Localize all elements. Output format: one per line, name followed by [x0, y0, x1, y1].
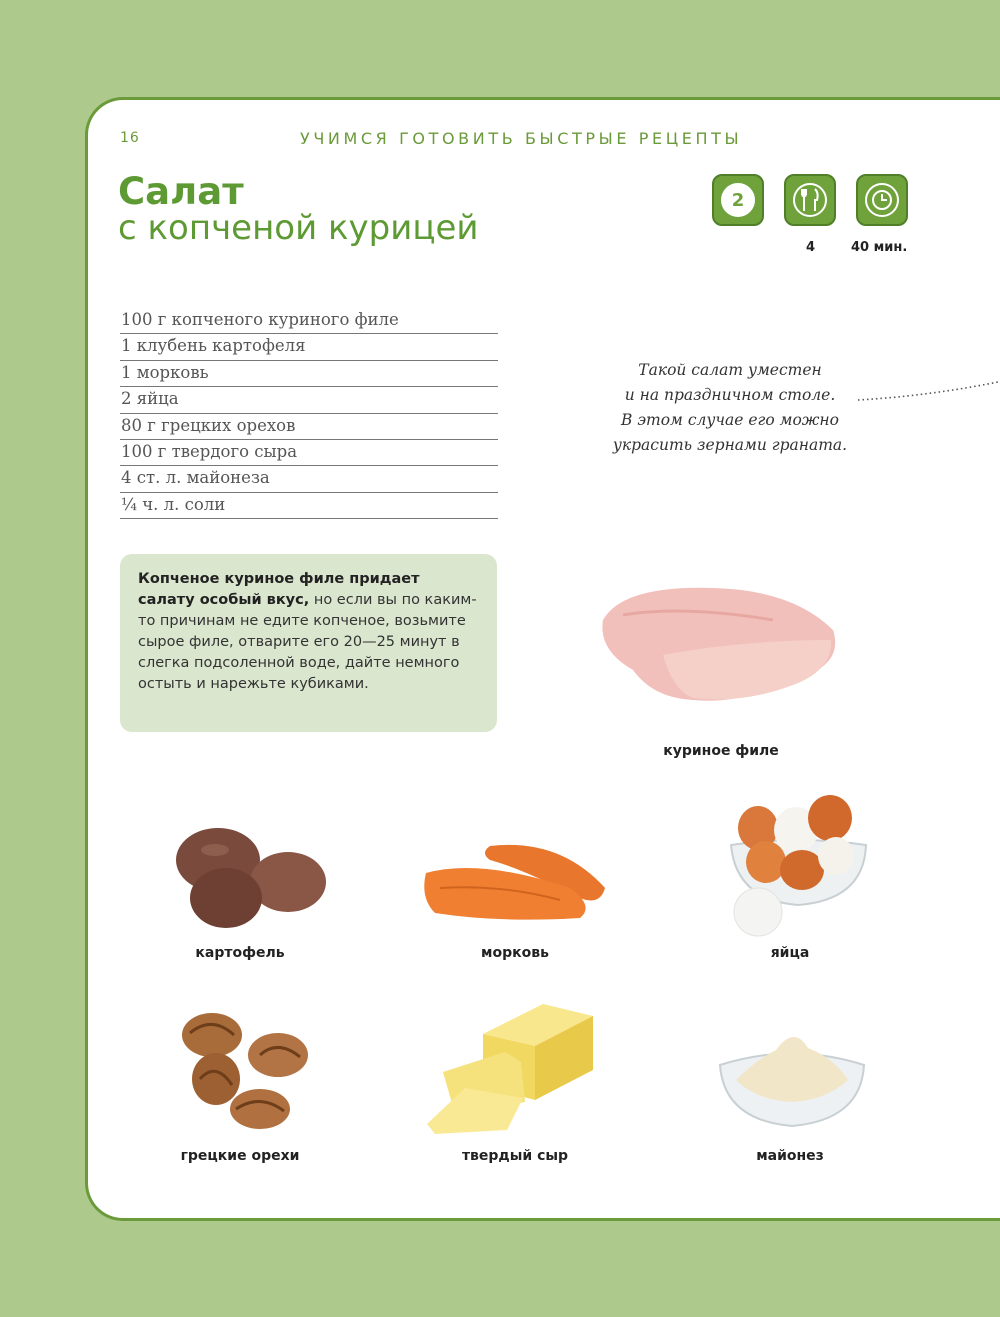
ingredient-item: 1 морковь	[120, 361, 498, 387]
eggs-image	[726, 790, 871, 940]
difficulty-value: 2	[721, 183, 755, 217]
recipe-subtitle: с копченой курицей	[118, 208, 479, 248]
cheese-image	[425, 1002, 600, 1137]
page-number: 16	[120, 130, 140, 146]
clock-icon	[856, 174, 908, 226]
caption-walnuts: грецкие орехи	[180, 1148, 300, 1164]
caption-carrot: морковь	[481, 945, 549, 961]
tip-text: но если вы по каким-то причинам не едите копченое, возьмите сырое филе, отварите его 20—25 минут в слегка подсоленной воде, дайте немного остыть и нарежьте кубиками.	[138, 592, 477, 692]
recipe-title: Салат	[118, 170, 244, 213]
side-note-line: и на праздничном столе.	[624, 386, 836, 404]
side-note	[600, 358, 860, 458]
ingredient-item: ¼ ч. л. соли	[120, 493, 498, 519]
chicken-fillet-image	[593, 580, 843, 710]
ingredient-item: 80 г грецких орехов	[120, 414, 498, 440]
ingredient-item: 100 г копченого куриного филе	[120, 308, 498, 334]
caption-chicken: куриное филе	[663, 743, 779, 759]
potato-image	[170, 820, 330, 932]
ingredient-item: 2 яйца	[120, 387, 498, 413]
side-note-line: В этом случае его можно	[621, 411, 839, 429]
ingredient-item: 100 г твердого сыра	[120, 440, 498, 466]
ingredient-item: 4 ст. л. майонеза	[120, 466, 498, 492]
servings-label: 4	[806, 240, 816, 255]
tip-bold: Копченое куриное филе придает салату особый вкус,	[138, 571, 420, 608]
dotted-arrow-line	[858, 378, 1000, 402]
mayonnaise-image	[716, 1020, 868, 1130]
carrot-image	[420, 828, 615, 928]
side-note-line: украсить зернами граната.	[612, 436, 848, 454]
caption-eggs: яйца	[770, 945, 810, 961]
ingredient-list	[120, 308, 498, 519]
walnuts-image	[170, 1005, 315, 1135]
caption-cheese: твердый сыр	[461, 1148, 569, 1164]
caption-potato: картофель	[195, 945, 285, 961]
running-title: УЧИМСЯ ГОТОВИТЬ БЫСТРЫЕ РЕЦЕПТЫ	[300, 129, 743, 148]
tip-box	[120, 554, 497, 732]
side-note-line: Такой салат уместен	[638, 361, 822, 379]
difficulty-icon	[712, 174, 764, 226]
caption-mayonnaise: майонез	[756, 1148, 824, 1164]
time-label: 40 мин.	[851, 240, 908, 255]
ingredient-item: 1 клубень картофеля	[120, 334, 498, 360]
fork-knife-icon	[784, 174, 836, 226]
